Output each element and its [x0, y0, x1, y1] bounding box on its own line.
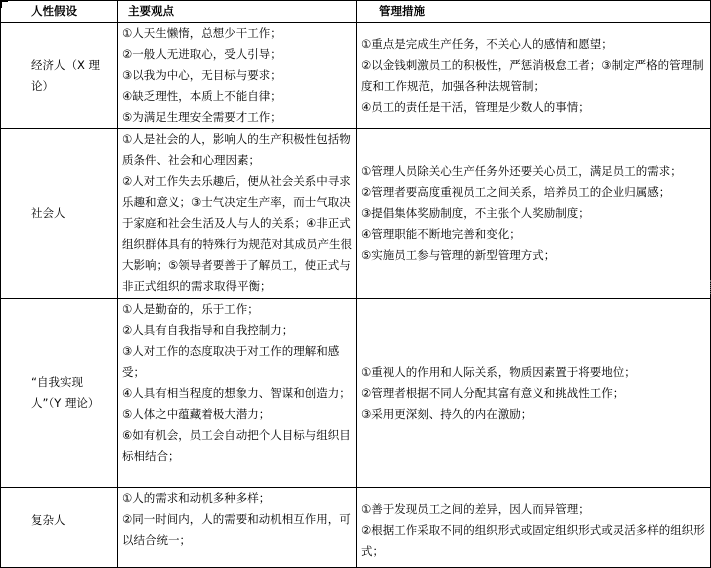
- view-item: ⑤人体之中蕴藏着极大潜力；: [122, 407, 271, 421]
- assumption-cell: 复杂人: [1, 488, 118, 568]
- view-item: ②同一时间内，人的需要和动机相互作用，可以结合统一；: [122, 512, 351, 547]
- measures-cell: [357, 488, 711, 568]
- view-item: ②一般人无进取心，受人引导；: [122, 47, 282, 61]
- assumption-cell: “自我实现人”（Y 理论）: [1, 299, 118, 488]
- view-item: ③人对工作的态度取决于对工作的理解和感受；: [122, 344, 340, 379]
- view-item: ④缺乏理性，本质上不能自律；: [122, 89, 282, 103]
- views-cell: [118, 129, 357, 299]
- header-measures: 管理措施: [357, 1, 711, 23]
- view-item: ②人对工作失去乐趣后，便从社会关系中寻求乐趣和意义；③士气决定生产率，而士气取决于家庭和社会生活及人与人的关系；④非正式组织群体具有的特殊行为规范对其成员产生很大影响；⑤领导者要善于了解员工，使正式与非正式组织的需求取得平衡；: [122, 174, 352, 293]
- table-row: [1, 129, 711, 299]
- assumption-cell: 经济人（X 理论）: [1, 23, 118, 129]
- table-row: [1, 488, 711, 568]
- view-item: ③以我为中心，无目标与要求；: [122, 68, 282, 82]
- measure-item: ①善于发现员工之间的差异，因人而异管理；: [361, 502, 590, 516]
- view-item: ⑥如有机会，员工会自动把个人目标与组织目标相结合；: [122, 428, 351, 463]
- table-row: [1, 299, 711, 488]
- measures-cell: [357, 129, 711, 299]
- table-row: [1, 23, 711, 129]
- header-assumption: 人性假设: [1, 1, 118, 23]
- measure-item: ①重视人的作用和人际关系，物质因素置于将要地位；: [361, 364, 636, 379]
- view-item: ②人具有自我指导和自我控制力；: [122, 323, 294, 337]
- view-item: ①人是勤奋的，乐于工作；: [122, 302, 259, 316]
- assumption-cell: 社会人: [1, 129, 118, 299]
- measure-item: ②根据工作采取不同的组织形式或固定组织形式或灵活多样的组织形式；: [361, 523, 705, 558]
- measure-item: ⑤实施员工参与管理的新型管理方式；: [361, 248, 556, 262]
- views-cell: [118, 488, 357, 568]
- header-views: 主要观点: [118, 1, 357, 23]
- measures-cell: [357, 299, 711, 488]
- measures-cell: [357, 23, 711, 129]
- view-item: ①人天生懒惰，总想少干工作；: [122, 26, 282, 40]
- measure-item: ④员工的责任是干活，管理是少数人的事情；: [361, 99, 590, 114]
- views-cell: [118, 23, 357, 129]
- view-item: ①人的需求和动机多种多样；: [122, 491, 271, 505]
- view-item: ①人是社会的人，影响人的生产积极性包括物质条件、社会和心理因素；: [122, 132, 351, 167]
- measure-item: ③提倡集体奖励制度，不主张个人奖励制度；: [361, 206, 590, 220]
- measure-item: ②以金钱刺激员工的积极性，严惩消极怠工者；③制定严格的管理制度和工作规范，加强各种法规管制；: [361, 57, 704, 93]
- measure-item: ②管理者要高度重视员工之间关系，培养员工的企业归属感；: [361, 185, 671, 199]
- view-item: ⑤为满足生理安全需要才工作；: [122, 110, 282, 124]
- measure-item: ④管理职能不断地完善和变化；: [361, 227, 521, 241]
- measure-item: ①管理人员除关心生产任务外还要关心员工，满足员工的需求；: [361, 164, 682, 178]
- measure-item: ①重点是完成生产任务，不关心人的感情和愿望；: [361, 36, 613, 51]
- header-row: [1, 1, 711, 23]
- measure-item: ③采用更深刻、持久的内在激励；: [361, 406, 533, 421]
- view-item: ④人具有相当程度的想象力、智谋和创造力；: [122, 386, 351, 400]
- measure-item: ②管理者根据不同人分配其富有意义和挑战性工作；: [361, 385, 625, 400]
- views-cell: [118, 299, 357, 488]
